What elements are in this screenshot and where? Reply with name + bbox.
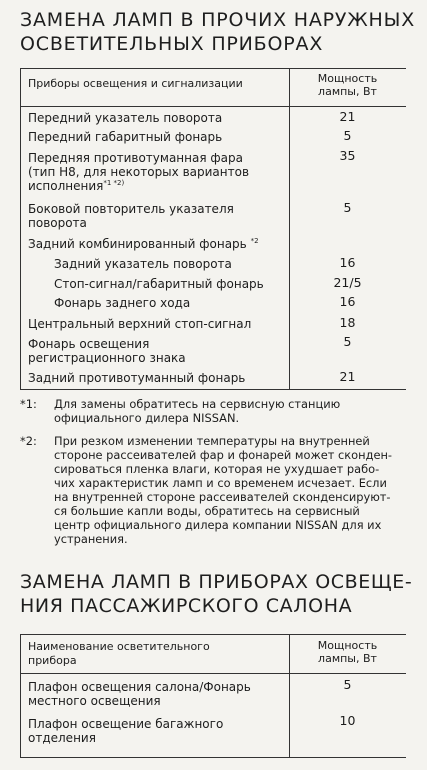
- section-title-line: ЗАМЕНА ЛАМП В ПРИБОРАХ ОСВЕЩЕ-: [20, 571, 413, 593]
- footnote-line: сироваться пленка влаги, которая не ухудшает рабо-: [54, 462, 380, 476]
- table-row-name: (тип H8, для некоторых вариантов: [28, 165, 250, 179]
- table-row-name: Передняя противотуманная фара: [28, 151, 243, 165]
- column-header-power: [289, 72, 406, 98]
- column-header-power-line: лампы, Вт: [318, 85, 377, 98]
- table-row-name: Центральный верхний стоп-сигнал: [28, 317, 252, 331]
- footnote-text: [54, 434, 392, 546]
- table-row-name: Стоп-сигнал/габаритный фонарь: [54, 277, 264, 291]
- footnote-line: чих характеристик ламп и со временем исчезает. Если: [54, 476, 387, 490]
- table-row-name-with-note: [28, 237, 259, 251]
- footnote-mark: *1:: [20, 397, 37, 411]
- table-row-name: регистрационного знака: [28, 351, 186, 365]
- header-divider: [21, 106, 406, 107]
- section-title-line: ОСВЕТИТЕЛЬНЫХ ПРИБОРАХ: [20, 33, 324, 55]
- table-row-name: поворота: [28, 216, 87, 230]
- table-row-power: 16: [339, 294, 356, 309]
- footnote-line: официального дилера NISSAN.: [54, 411, 240, 425]
- table-row-power: 5: [343, 128, 352, 143]
- column-header-device-line: прибора: [28, 654, 77, 667]
- table-row-name: Боковой повторитель указателя: [28, 202, 234, 216]
- table-row-name: Плафон освещение багажного: [28, 717, 224, 731]
- section-title-line: НИЯ ПАССАЖИРСКОГО САЛОНА: [20, 595, 353, 617]
- table-row-name: Передний габаритный фонарь: [28, 130, 223, 144]
- table-row-power: 5: [343, 334, 352, 349]
- table-row-name-with-note: [28, 179, 124, 193]
- table-row-name: отделения: [28, 731, 96, 745]
- table-row-power: 10: [339, 713, 356, 728]
- table-row-name: Фонарь освещения: [28, 337, 150, 351]
- section-title-exterior-lamps: [20, 8, 415, 56]
- table-row-power: 5: [343, 677, 352, 692]
- table-row-power: 16: [339, 255, 356, 270]
- table-row-name: местного освещения: [28, 694, 161, 708]
- interior-lamps-table: [20, 634, 406, 758]
- table-row-name: Передний указатель поворота: [28, 111, 223, 125]
- exterior-lamps-table: [20, 68, 406, 390]
- footnote-line: на внутренней стороне рассеивателей сконденсируют-: [54, 490, 391, 504]
- table-row-name: Задний указатель поворота: [54, 257, 232, 271]
- table-row-name: Плафон освещения салона/Фонарь: [28, 680, 251, 694]
- column-header-device-line: Наименование осветительного: [28, 640, 210, 653]
- table-row-power: 35: [339, 148, 356, 163]
- table-row-power: 5: [343, 200, 352, 215]
- section-title-line: ЗАМЕНА ЛАМП В ПРОЧИХ НАРУЖНЫХ: [20, 9, 416, 31]
- column-header-power-line: Мощность: [317, 72, 378, 85]
- footnote-line: При резком изменении температуры на внутренней: [54, 434, 370, 448]
- table-row-power: 21: [339, 369, 356, 384]
- column-header-device: [28, 640, 210, 668]
- footnote-line: ся большие капли воды, обратитесь на сервисный: [54, 504, 360, 518]
- table-row-power: 21/5: [333, 275, 362, 290]
- footnote-line: центр официального дилера компании NISSAN для их: [54, 518, 382, 532]
- table-row-name: Задний противотуманный фонарь: [28, 371, 246, 385]
- footnote-reference: *2: [250, 237, 259, 245]
- section-title-interior-lamps: [20, 570, 412, 618]
- column-header-device: Приборы освещения и сигнализации: [28, 77, 243, 90]
- column-header-power-line: Мощность: [317, 639, 378, 652]
- header-divider: [21, 673, 406, 674]
- table-row-name: Фонарь заднего хода: [54, 296, 191, 310]
- table-row-power: 18: [339, 315, 356, 330]
- table-row-power: 21: [339, 109, 356, 124]
- table-row-name-text: Задний комбинированный фонарь: [28, 237, 247, 251]
- table-row-name-text: исполнения: [28, 179, 104, 193]
- footnote-line: устранения.: [54, 532, 128, 546]
- footnote-line: Для замены обратитесь на сервисную станцию: [54, 397, 341, 411]
- footnote-reference: *1 *2): [103, 179, 125, 187]
- footnote-mark: *2:: [20, 434, 37, 448]
- column-header-power-line: лампы, Вт: [318, 652, 377, 665]
- footnote-line: стороне рассеивателей фар и фонарей может сконден-: [54, 448, 393, 462]
- footnote-text: [54, 397, 340, 425]
- column-header-power: [289, 639, 406, 665]
